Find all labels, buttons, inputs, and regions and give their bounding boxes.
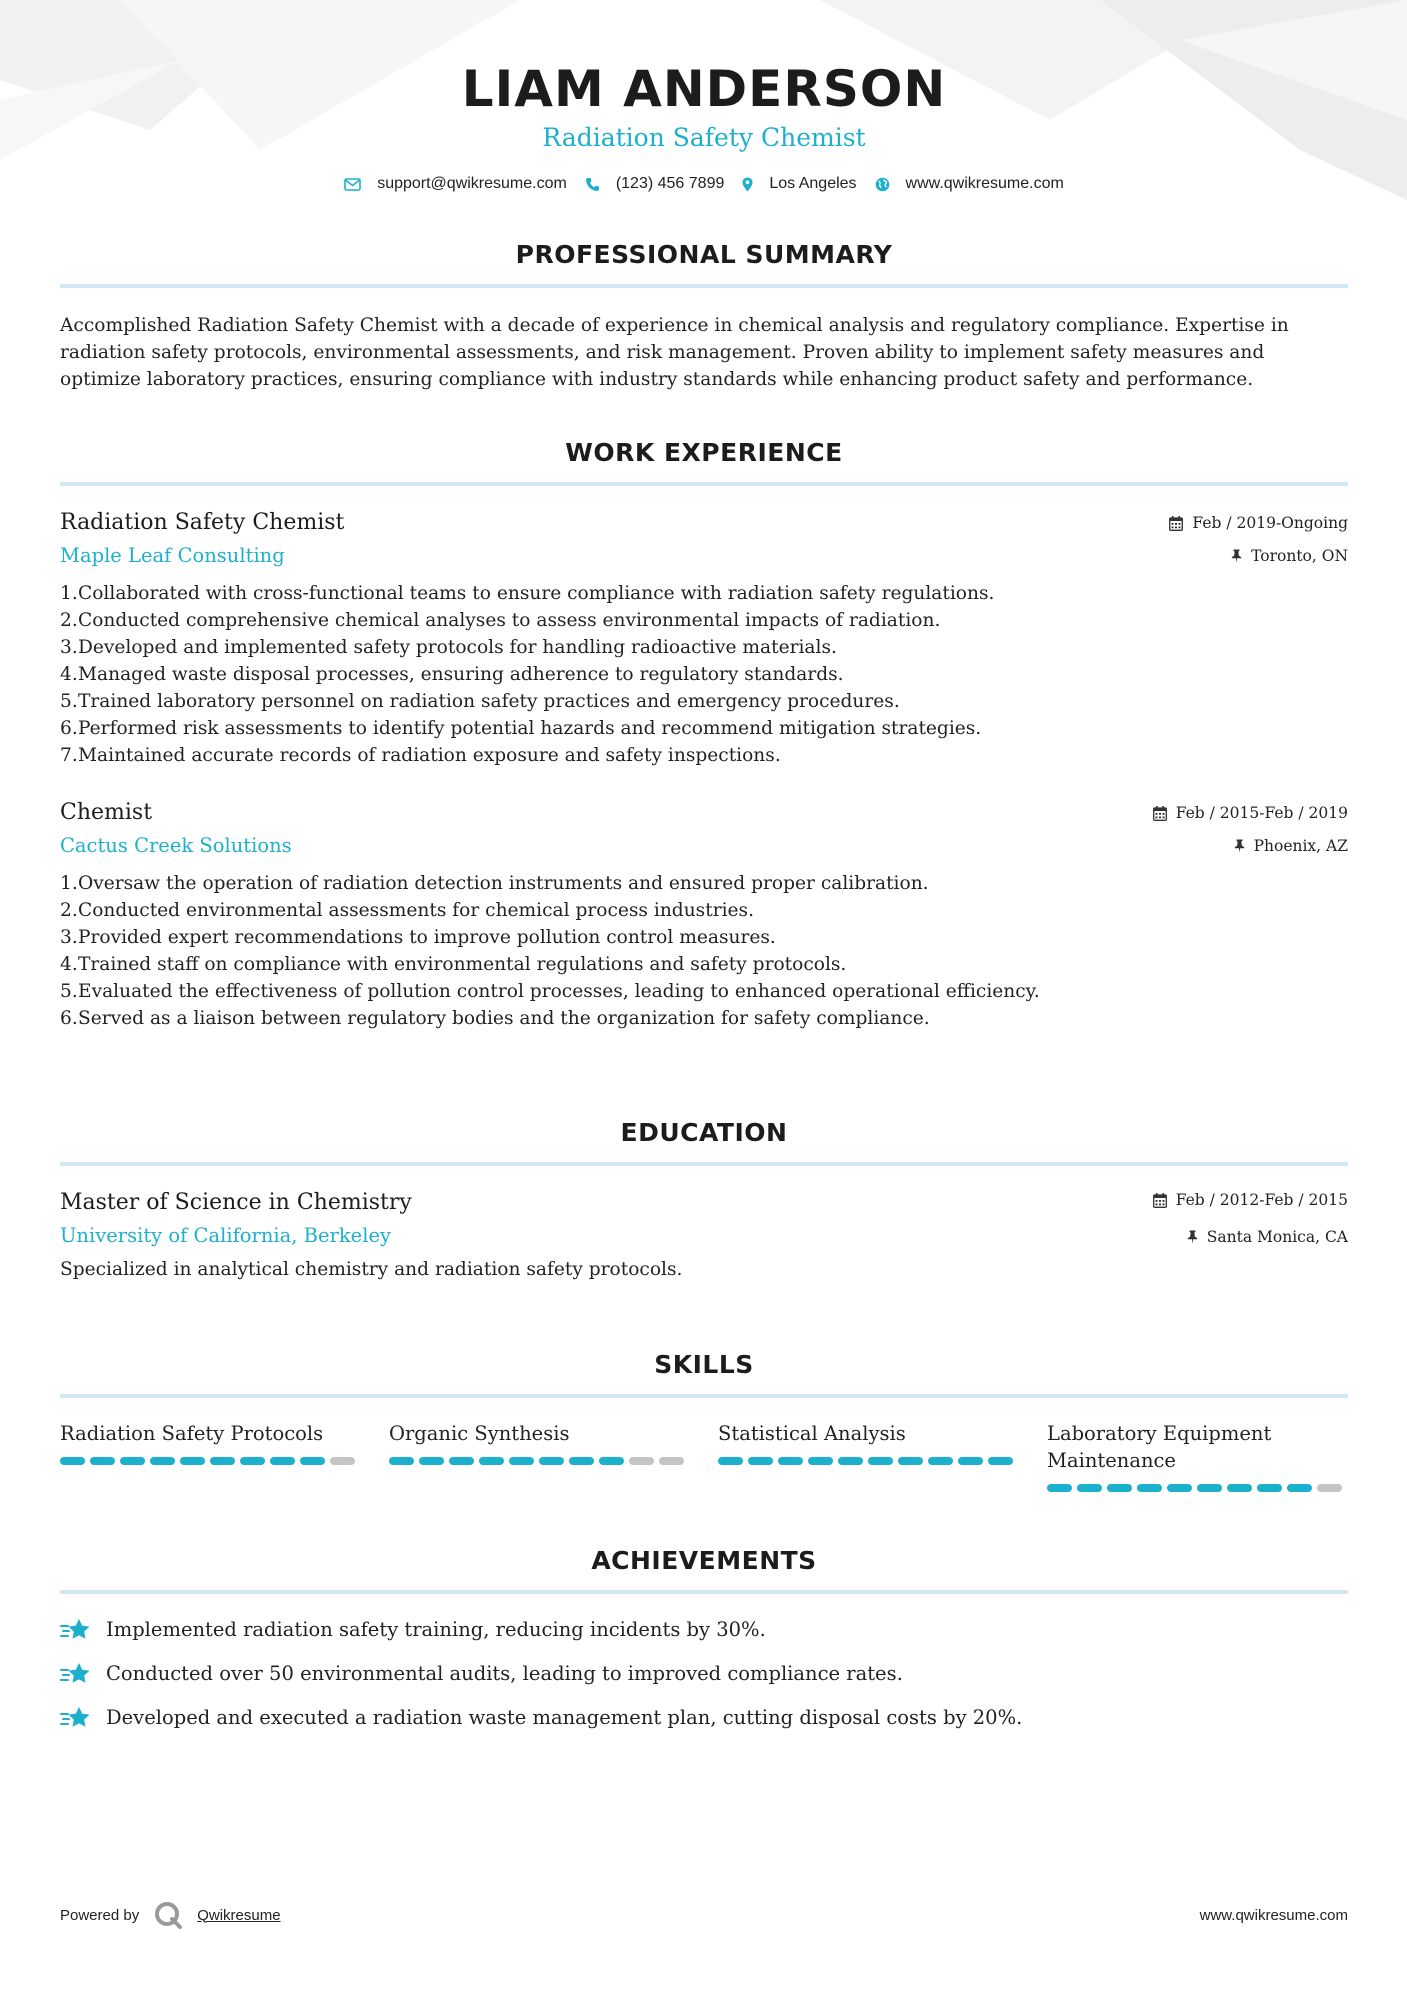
job-entry — [60, 798, 1348, 1032]
achievement-text: Implemented radiation safety training, reducing incidents by 30%. — [106, 1618, 766, 1641]
calendar-icon — [1153, 1193, 1167, 1208]
pushpin-icon — [1187, 1230, 1198, 1244]
phone-icon — [585, 177, 600, 192]
star-icon — [60, 1617, 92, 1643]
pushpin-icon — [1234, 839, 1245, 853]
experience-section — [60, 438, 1348, 1032]
job-meta — [1153, 801, 1348, 858]
skill-item — [1047, 1420, 1346, 1492]
powered-by — [60, 1900, 281, 1930]
skill-segment-filled — [748, 1457, 773, 1465]
skill-segment-filled — [1257, 1484, 1282, 1492]
resume-header — [60, 0, 1348, 196]
skill-segment-filled — [509, 1457, 534, 1465]
skill-segment-filled — [569, 1457, 594, 1465]
skill-name: Laboratory Equipment Maintenance — [1047, 1422, 1272, 1472]
achievements-section — [60, 1546, 1348, 1732]
skill-segment-empty — [330, 1457, 355, 1465]
skill-segment-filled — [958, 1457, 983, 1465]
skill-segment-filled — [270, 1457, 295, 1465]
job-location — [1169, 544, 1348, 568]
summary-heading: PROFESSIONAL SUMMARY — [515, 240, 893, 269]
skill-segment-filled — [389, 1457, 414, 1465]
skill-name: Radiation Safety Protocols — [60, 1422, 324, 1445]
map-pin-icon — [742, 177, 753, 192]
skill-segment-filled — [599, 1457, 624, 1465]
skill-name: Statistical Analysis — [718, 1422, 906, 1445]
job-dates — [1153, 801, 1348, 825]
skill-segment-filled — [988, 1457, 1013, 1465]
page-footer — [60, 1900, 1348, 1930]
job-meta — [1169, 511, 1348, 568]
phone-text: (123) 456 7899 — [615, 175, 725, 192]
job-title: Radiation Safety Chemist — [60, 510, 345, 535]
list-item: 3. Developed and implemented safety protocols for handling radioactive materials. — [60, 637, 837, 658]
education-meta — [1153, 1188, 1348, 1249]
job-company: Cactus Creek Solutions — [60, 834, 292, 857]
achievement-text: Developed and executed a radiation waste management plan, cutting disposal costs by 20%. — [106, 1706, 1023, 1729]
education-section — [60, 1118, 1348, 1283]
skill-segment-filled — [1287, 1484, 1312, 1492]
skill-segment-filled — [898, 1457, 923, 1465]
section-divider — [60, 284, 1348, 288]
job-location-text: Phoenix, AZ — [1253, 837, 1348, 855]
section-divider — [60, 1394, 1348, 1398]
job-company: Maple Leaf Consulting — [60, 544, 285, 567]
skill-segment-filled — [60, 1457, 85, 1465]
skill-segment-filled — [210, 1457, 235, 1465]
powered-by-label: Powered by — [60, 1906, 140, 1924]
list-item: 6. Performed risk assessments to identify potential hazards and recommend mitigation strategies. — [60, 718, 982, 739]
education-location-text: Santa Monica, CA — [1206, 1228, 1348, 1246]
education-location — [1153, 1225, 1348, 1249]
calendar-icon — [1169, 516, 1183, 531]
skills-grid — [60, 1420, 1348, 1492]
skill-item — [389, 1420, 688, 1492]
envelope-icon — [344, 178, 361, 191]
degree: Master of Science in Chemistry — [60, 1190, 412, 1215]
education-heading: EDUCATION — [620, 1118, 788, 1147]
email-text: support@qwikresume.com — [377, 175, 567, 192]
skill-segment-filled — [1197, 1484, 1222, 1492]
skills-heading: SKILLS — [654, 1350, 754, 1379]
skill-segment-filled — [90, 1457, 115, 1465]
list-item: 7. Maintained accurate records of radiation exposure and safety inspections. — [60, 745, 781, 766]
skill-segment-filled — [778, 1457, 803, 1465]
skill-segment-filled — [539, 1457, 564, 1465]
list-item: 2. Conducted comprehensive chemical analyses to assess environmental impacts of radiation. — [60, 610, 941, 631]
list-item: 1. Oversaw the operation of radiation detection instruments and ensured proper calibration. — [60, 873, 929, 894]
school: University of California, Berkeley — [60, 1224, 392, 1247]
list-item: 6. Served as a liaison between regulatory bodies and the organization for safety compliance. — [60, 1008, 930, 1029]
list-item: 1. Collaborated with cross-functional teams to ensure compliance with radiation safety regulations. — [60, 583, 995, 604]
skill-segment-filled — [868, 1457, 893, 1465]
skill-segment-filled — [300, 1457, 325, 1465]
education-entry — [60, 1188, 1348, 1283]
job-location — [1153, 834, 1348, 858]
job-dates-text: Feb / 2015-Feb / 2019 — [1175, 804, 1348, 822]
summary-text: Accomplished Radiation Safety Chemist with a decade of experience in chemical analysis and regulatory compliance. Expertise in radiation safety protocols, environmental assessments, and risk management. Proven ability to implement safety measures and optimize laboratory practices, ensuring compliance with industry standards while enhancing product safety and performance. — [60, 315, 1289, 390]
job-title: Chemist — [60, 800, 153, 825]
education-dates — [1153, 1188, 1348, 1212]
skill-segment-filled — [1227, 1484, 1252, 1492]
section-divider — [60, 482, 1348, 486]
skill-segment-filled — [718, 1457, 743, 1465]
skill-segment-empty — [659, 1457, 684, 1465]
star-icon — [60, 1705, 92, 1731]
list-item: 5. Evaluated the effectiveness of pollution control processes, leading to enhanced operational efficiency. — [60, 981, 1040, 1002]
achievements-heading: ACHIEVEMENTS — [591, 1546, 817, 1575]
skill-segment-filled — [1047, 1484, 1072, 1492]
section-divider — [60, 1590, 1348, 1594]
job-location-text: Toronto, ON — [1251, 547, 1348, 565]
skill-name: Organic Synthesis — [389, 1422, 570, 1445]
pushpin-icon — [1231, 549, 1242, 563]
skill-segment-filled — [808, 1457, 833, 1465]
skill-segment-filled — [120, 1457, 145, 1465]
skill-segment-filled — [479, 1457, 504, 1465]
skill-segment-filled — [1137, 1484, 1162, 1492]
candidate-title: Radiation Safety Chemist — [542, 123, 866, 152]
contact-bar — [60, 172, 1348, 196]
website-text: www.qwikresume.com — [905, 175, 1064, 192]
skill-segment-filled — [1077, 1484, 1102, 1492]
list-item: 5. Trained laboratory personnel on radiation safety practices and emergency procedures. — [60, 691, 900, 712]
list-item: 4. Managed waste disposal processes, ensuring adherence to regulatory standards. — [60, 664, 844, 685]
skill-segment-filled — [1107, 1484, 1132, 1492]
skill-level-bar — [60, 1457, 359, 1465]
skill-segment-filled — [928, 1457, 953, 1465]
skills-section — [60, 1350, 1348, 1492]
skill-segment-filled — [150, 1457, 175, 1465]
skill-item — [718, 1420, 1017, 1492]
list-item: 2. Conducted environmental assessments for chemical process industries. — [60, 900, 754, 921]
achievement-item — [60, 1616, 1348, 1644]
education-dates-text: Feb / 2012-Feb / 2015 — [1175, 1191, 1348, 1209]
skill-segment-filled — [1167, 1484, 1192, 1492]
summary-section — [60, 240, 1348, 393]
list-item: 3. Provided expert recommendations to improve pollution control measures. — [60, 927, 776, 948]
calendar-icon — [1153, 806, 1167, 821]
star-icon — [60, 1661, 92, 1687]
contact-website[interactable] — [875, 175, 1064, 193]
footer-website[interactable]: www.qwikresume.com — [1199, 1906, 1348, 1924]
skill-segment-filled — [449, 1457, 474, 1465]
skill-level-bar — [718, 1457, 1017, 1465]
list-item: 4. Trained staff on compliance with environmental regulations and safety protocols. — [60, 954, 847, 975]
skill-segment-empty — [1317, 1484, 1342, 1492]
achievement-item — [60, 1660, 1348, 1688]
contact-location — [742, 175, 856, 193]
location-text: Los Angeles — [769, 175, 857, 192]
skill-segment-filled — [180, 1457, 205, 1465]
job-bullets — [60, 870, 1348, 1032]
brand-link[interactable]: Qwikresume — [197, 1906, 281, 1924]
skill-segment-filled — [838, 1457, 863, 1465]
skill-level-bar — [389, 1457, 688, 1465]
skill-level-bar — [1047, 1484, 1346, 1492]
job-entry — [60, 508, 1348, 769]
candidate-name: LIAM ANDERSON — [461, 60, 947, 118]
section-divider — [60, 1162, 1348, 1166]
achievement-item — [60, 1704, 1348, 1732]
skill-segment-empty — [629, 1457, 654, 1465]
experience-heading: WORK EXPERIENCE — [565, 438, 843, 467]
globe-icon — [875, 177, 890, 192]
job-dates — [1169, 511, 1348, 535]
skill-item — [60, 1420, 359, 1492]
contact-phone[interactable] — [585, 175, 725, 193]
job-bullets — [60, 580, 1348, 769]
skill-segment-filled — [240, 1457, 265, 1465]
contact-email[interactable] — [344, 175, 567, 193]
job-dates-text: Feb / 2019-Ongoing — [1192, 514, 1348, 532]
skill-segment-filled — [419, 1457, 444, 1465]
education-description: Specialized in analytical chemistry and radiation safety protocols. — [60, 1259, 683, 1280]
achievement-text: Conducted over 50 environmental audits, leading to improved compliance rates. — [106, 1662, 903, 1685]
qwikresume-logo-icon — [153, 1900, 183, 1930]
